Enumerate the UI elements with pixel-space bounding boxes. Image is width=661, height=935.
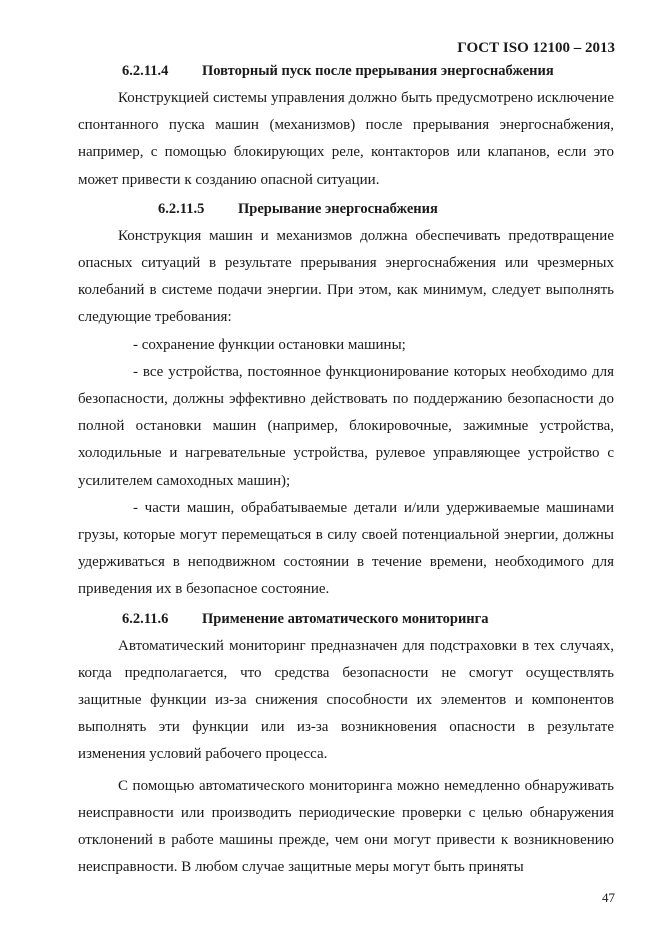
document-header: ГОСТ ISO 12100 – 2013 xyxy=(457,40,615,56)
list-item: - части машин, обрабатываемые детали и/или удерживаемые машинами грузы, которые могут перемещаться в силу своей потенциальной энергии, должны удерживаться в неподвижном состоянии в течение времени, необходимого для приведения их в безопасное состояние. xyxy=(78,499,614,598)
page-body xyxy=(78,58,614,881)
section-title: Повторный пуск после прерывания энергоснабжения xyxy=(202,63,554,79)
section-number: 6.2.11.4 xyxy=(122,63,169,79)
section-number: 6.2.11.5 xyxy=(158,200,205,217)
paragraph: С помощью автоматического мониторинга можно немедленно обнаруживать неисправности или производить периодические проверки с целью обнаружения отклонений в работе машины прежде, чем они могут привести к возникновению неисправности. В любом случае защитные меры могут быть приняты xyxy=(78,777,614,876)
section-heading xyxy=(78,58,614,84)
section-heading xyxy=(78,606,614,632)
section-title: Прерывание энергоснабжения xyxy=(238,200,438,217)
section-title: Применение автоматического мониторинга xyxy=(202,610,489,627)
page-number: 47 xyxy=(602,890,615,905)
list-item: - все устройства, постоянное функционирование которых необходимо для безопасности, должны эффективно действовать по поддержанию безопасности до полной остановки машин (например, блокировочные, зажимные устройства, холодильные и нагревательные устройства, рулевое управляющее устройство с усилителем самоходных машин); xyxy=(78,363,614,489)
section-number: 6.2.11.6 xyxy=(122,610,169,627)
section-heading xyxy=(78,196,614,222)
paragraph: Конструкция машин и механизмов должна обеспечивать предотвращение опасных ситуаций в результате прерывания энергоснабжения или чрезмерных колебаний в системе подачи энергии. При этом, как минимум, следует выполнять следующие требования: xyxy=(78,227,614,326)
paragraph: Конструкцией системы управления должно быть предусмотрено исключение спонтанного пуска машин (механизмов) после прерывания энергоснабжения, например, с помощью блокирующих реле, контакторов или клапанов, если это может привести к созданию опасной ситуации. xyxy=(78,90,614,188)
list-item: - сохранение функции остановки машины; xyxy=(133,336,406,353)
paragraph: Автоматический мониторинг предназначен для подстраховки в тех случаях, когда предполагается, что средства безопасности не смогут осуществлять защитные функции из-за снижения способности их элементов и компонентов выполнять эти функции или из-за возникновения опасности в результате изменения условий рабочего процесса. xyxy=(78,637,614,763)
